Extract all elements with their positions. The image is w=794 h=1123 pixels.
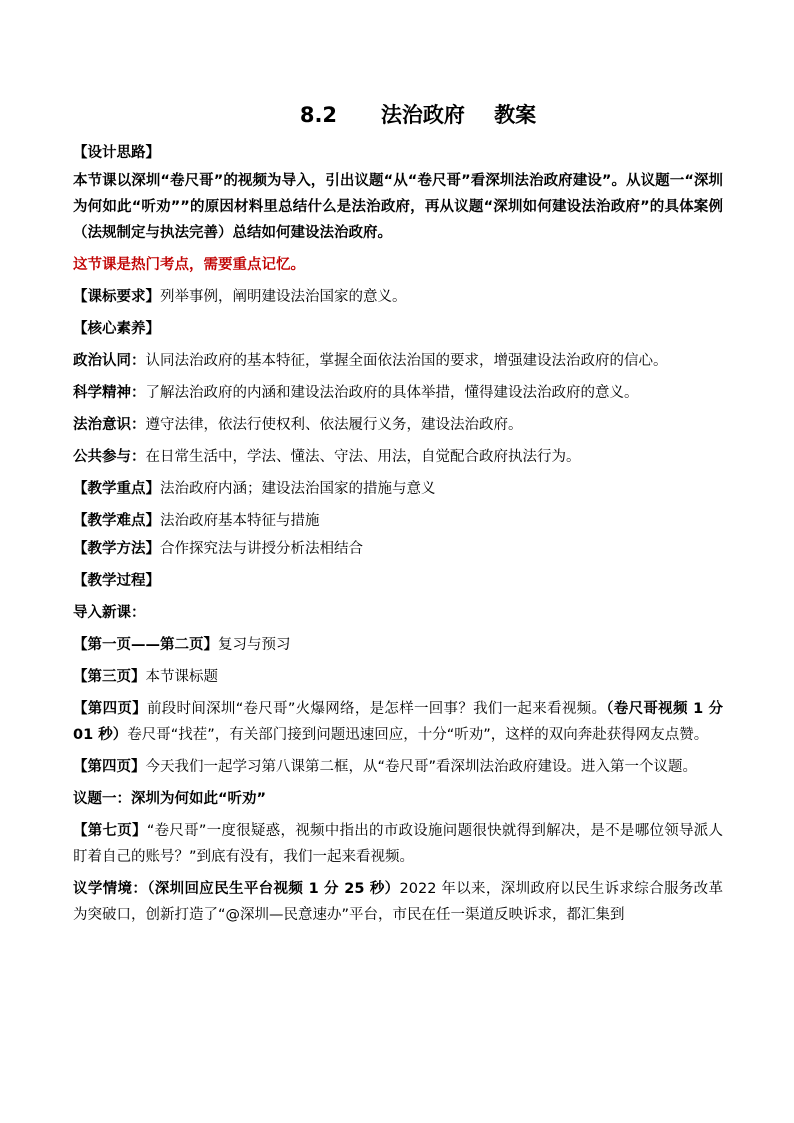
difficult-point-text: 法治政府基本特征与措施 xyxy=(160,513,320,529)
literacy-label: 法治意识： xyxy=(73,417,146,433)
slide-7-text: “卷尺哥”一度很疑惑，视频中指出的市政设施问题很快就得到解决，是不是哪位领导派人盯着自己的账号？”到底有没有，我们一起来看视频。 xyxy=(73,823,723,865)
slide-4-label: 【第四页】 xyxy=(73,701,147,717)
literacy-text: 在日常生活中，学法、懂法、守法、用法，自觉配合政府执法行为。 xyxy=(145,449,581,465)
slide-4-paragraph xyxy=(73,696,723,748)
key-point-label: 【教学重点】 xyxy=(73,481,160,497)
slide-4-video-note: （卷尺哥视频 1 分 01 秒） xyxy=(73,701,724,743)
situation-paragraph xyxy=(73,876,723,928)
page-title: 8.2 法治政府 教案 xyxy=(299,103,537,127)
topic-1-heading: 议题一：深圳为何如此“听劝” xyxy=(73,791,267,807)
difficult-point-line xyxy=(73,508,723,534)
situation-text: 2022 年以来，深圳政府以民生诉求综合服务改革为突破口，创新打造了“@深圳—民意速办”平台，市民在任一渠道反映诉求，都汇集到 xyxy=(73,881,723,923)
slide-4-text-a: 前段时间深圳“卷尺哥”火爆网络，是怎样一回事？我们一起来看视频。 xyxy=(146,701,607,717)
slide-4b-label: 【第四页】 xyxy=(73,759,146,775)
standard-line xyxy=(73,284,723,310)
situation-label: 议学情境 xyxy=(73,881,133,897)
method-line xyxy=(73,536,723,562)
intro-heading: 导入新课： xyxy=(73,605,146,621)
situation-video-note: ：（深圳回应民生平台视频 1 分 25 秒） xyxy=(132,881,400,897)
slide-label: 【第一页——第二页】 xyxy=(73,637,218,653)
standard-text: 列举事例，阐明建设法治国家的意义。 xyxy=(160,289,407,305)
slide-7-label: 【第七页】 xyxy=(73,823,147,839)
literacy-item xyxy=(73,444,723,470)
difficult-point-label: 【教学难点】 xyxy=(73,513,160,529)
literacy-text: 认同法治政府的基本特征，掌握全面依法治国的要求，增强建设法治政府的信心。 xyxy=(145,353,668,369)
highlight-note: 这节课是热门考点，需要重点记忆。 xyxy=(73,257,305,273)
method-text: 合作探究法与讲授分析法相结合 xyxy=(160,541,363,557)
slide-label: 【第三页】 xyxy=(73,669,146,685)
slide-line xyxy=(73,664,723,690)
design-paragraph: 本节课以深圳“卷尺哥”的视频为导入，引出议题“从“卷尺哥”看深圳法治政府建设”。从议题一“深圳为何如此“听劝””的原因材料里总结什么是法治政府，再从议题“深圳如何建设法治政府”的具体案例（法规制定与执法完善）总结如何建设法治政府。 xyxy=(73,173,723,241)
literacy-text: 遵守法律，依法行使权利、依法履行义务，建设法治政府。 xyxy=(145,417,523,433)
literacy-label: 政治认同： xyxy=(73,353,146,369)
literacy-text: 了解法治政府的内涵和建设法治政府的具体举措，懂得建设法治政府的意义。 xyxy=(145,385,639,401)
document-page xyxy=(73,100,723,934)
literacy-item xyxy=(73,348,723,374)
literacy-item xyxy=(73,380,723,406)
literacy-label: 科学精神： xyxy=(73,385,146,401)
slide-4b-text: 今天我们一起学习第八课第二框，从“卷尺哥”看深圳法治政府建设。进入第一个议题。 xyxy=(145,759,698,775)
key-point-line xyxy=(73,476,723,502)
method-label: 【教学方法】 xyxy=(73,541,160,557)
design-heading: 【设计思路】 xyxy=(73,145,160,161)
slide-text: 本节课标题 xyxy=(145,669,218,685)
process-heading: 【教学过程】 xyxy=(73,573,160,589)
slide-line xyxy=(73,632,723,658)
core-heading: 【核心素养】 xyxy=(73,321,160,337)
standard-label: 【课标要求】 xyxy=(73,289,160,305)
slide-4-text-b: 卷尺哥“找茬”，有关部门接到问题迅速回应，十分“听劝”，这样的双向奔赴获得网友点赞。 xyxy=(127,727,709,743)
slide-text: 复习与预习 xyxy=(218,637,291,653)
literacy-item xyxy=(73,412,723,438)
slide-7-paragraph xyxy=(73,818,723,870)
key-point-text: 法治政府内涵；建设法治国家的措施与意义 xyxy=(160,481,436,497)
slide-4b-paragraph xyxy=(73,754,723,780)
literacy-label: 公共参与： xyxy=(73,449,146,465)
